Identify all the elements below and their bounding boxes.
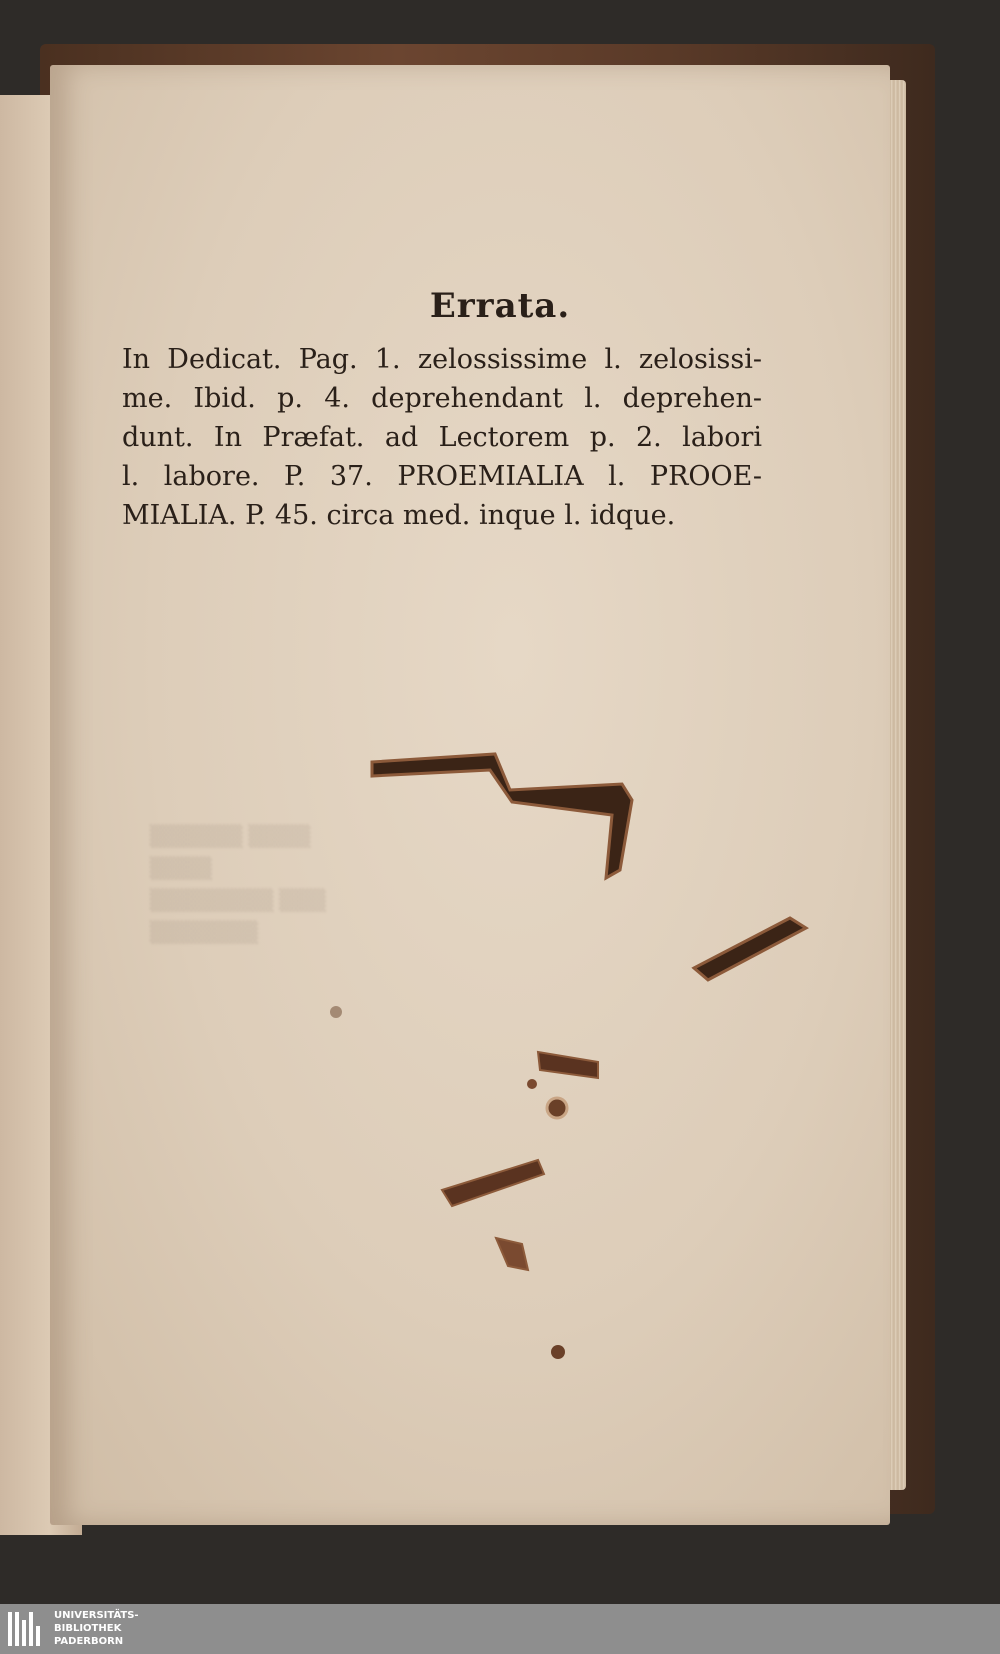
text-line: dunt. In Præfat. ad Lectorem p. 2. labori — [122, 422, 762, 453]
library-name-line: BIBLIOTHEK — [54, 1623, 122, 1634]
library-name-line: UNIVERSITÄTS- — [54, 1610, 139, 1621]
page-title: Errata. — [429, 286, 571, 326]
library-footer — [0, 1604, 1000, 1654]
text-line: l. labore. P. 37. PROEMIALIA l. PROOE- — [122, 461, 762, 492]
library-name-line: PADERBORN — [54, 1636, 124, 1647]
text-line: me. Ibid. p. 4. deprehendant l. deprehen- — [122, 383, 762, 414]
text-line: MIALIA. P. 45. circa med. inque l. idque. — [122, 500, 676, 531]
library-name — [54, 1609, 139, 1648]
library-logo-icon — [8, 1612, 44, 1646]
text-line: In Dedicat. Pag. 1. zelossissime l. zelosissi- — [122, 344, 762, 375]
bleed-through-text: ▒▒▒▒▒▒ ▒▒▒▒ ▒▒▒▒ ▒▒▒▒▒▒▒▒ ▒▒▒ ▒▒▒▒▒▒▒ — [150, 824, 326, 944]
